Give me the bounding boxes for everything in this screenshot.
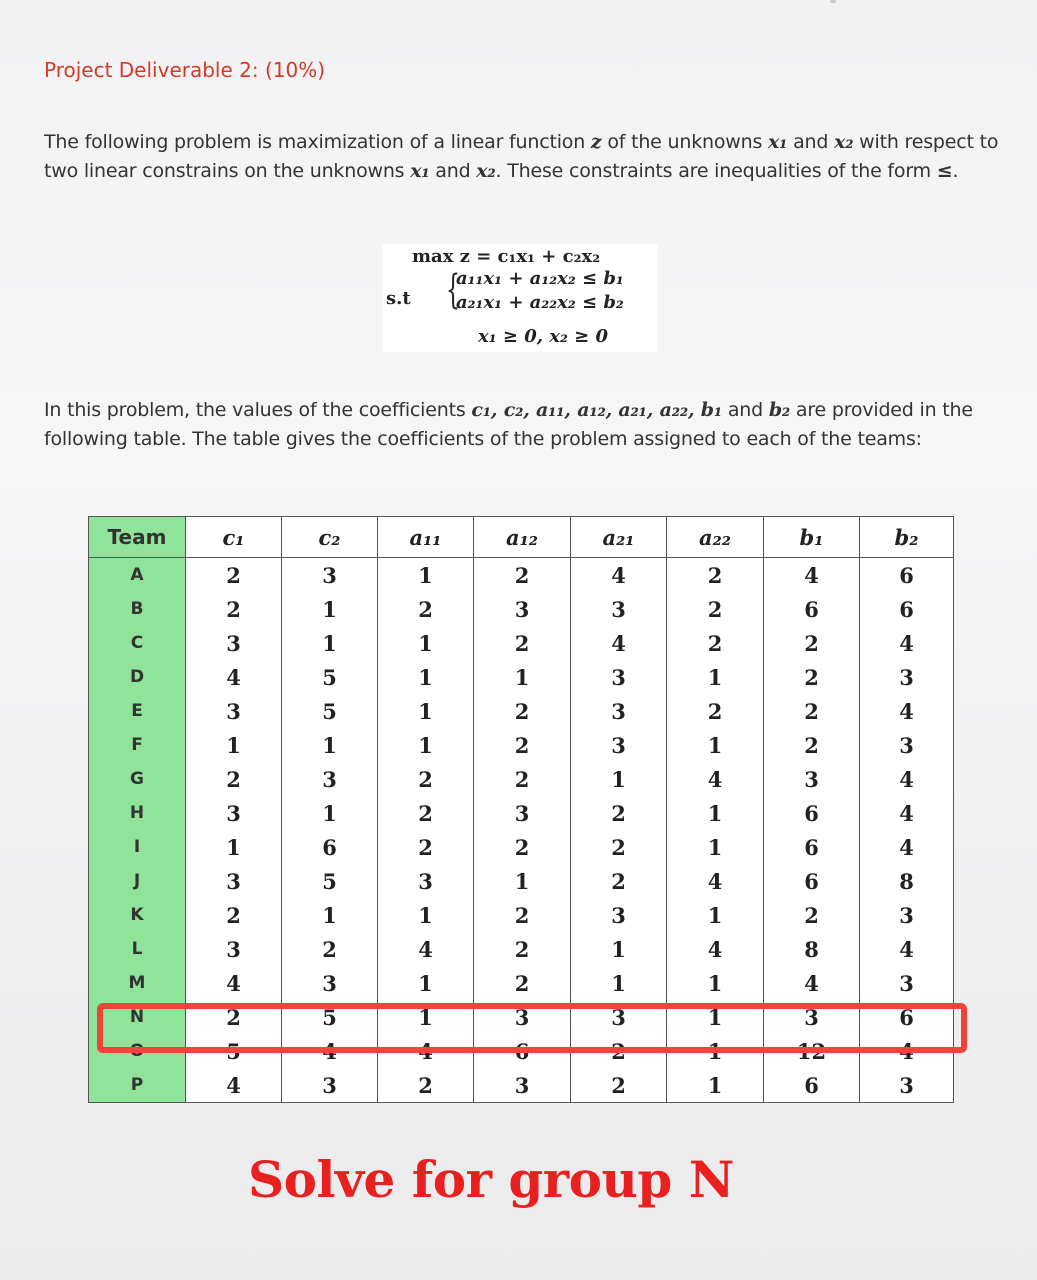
coefficient-cell: 3 [571,1000,667,1034]
coefficient-cell: 1 [571,966,667,1000]
nonnegativity-constraint: x₁ ≥ 0, x₂ ≥ 0 [478,326,609,347]
coefficient-cell: 2 [764,898,860,932]
header-a22: a₂₂ [667,517,764,558]
coef-text: In this problem, the values of the coefficients [44,399,472,421]
coefficient-cell: 2 [378,1068,474,1103]
coefficient-cell: 3 [764,762,860,796]
coefficient-cell: 4 [860,796,954,830]
coefficient-cell: 4 [378,932,474,966]
coefficient-cell: 5 [282,1000,378,1034]
coefficient-cell: 2 [764,626,860,660]
coefficients-paragraph [44,396,1004,454]
table-row [89,898,954,932]
coefficient-cell: 1 [282,592,378,626]
coefficient-cell: 2 [474,830,571,864]
coefficient-cell: 1 [282,898,378,932]
coefficient-cell: 8 [764,932,860,966]
coefficient-cell: 4 [860,626,954,660]
coefficient-cell: 2 [282,932,378,966]
team-cell: D [89,660,186,694]
table-row [89,762,954,796]
constraint-1: a₁₁x₁ + a₁₂x₂ ≤ b₁ [456,268,624,289]
coefficient-cell: 2 [571,864,667,898]
intro-text: of the unknowns [601,131,768,153]
coefficient-cell: 6 [764,864,860,898]
coefficient-cell: 1 [378,966,474,1000]
coefficient-cell: 5 [282,694,378,728]
header-b1: b₁ [764,517,860,558]
coefficient-cell: 3 [474,1068,571,1103]
coefficient-cell: 6 [282,830,378,864]
coefficient-cell: 1 [378,694,474,728]
team-cell: O [89,1034,186,1068]
coefficient-cell: 4 [860,762,954,796]
var-x2: x₂ [834,131,854,153]
coefficient-cell: 3 [282,966,378,1000]
coefficient-cell: 4 [571,558,667,593]
header-c1: c₁ [186,517,282,558]
team-cell: J [89,864,186,898]
coefficient-cell: 2 [474,558,571,593]
coefficient-cell: 6 [860,558,954,593]
coefficient-cell: 1 [378,660,474,694]
team-cell: I [89,830,186,864]
table-row [89,592,954,626]
coefficient-cell: 1 [378,558,474,593]
coefficient-cell: 1 [667,1000,764,1034]
coefficient-cell: 3 [282,1068,378,1103]
coefficient-cell: 2 [667,626,764,660]
coef-text: and [721,399,769,421]
coefficient-cell: 2 [378,830,474,864]
intro-text: with respect to two linear constrains on the unknowns [44,131,999,182]
team-cell: C [89,626,186,660]
coefficient-cell: 4 [667,864,764,898]
coefficient-cell: 6 [764,1068,860,1103]
coefficient-cell: 1 [378,626,474,660]
table-row [89,796,954,830]
coefficient-cell: 2 [474,966,571,1000]
table-row [89,626,954,660]
coefficient-cell: 6 [764,592,860,626]
coef-text: are provided in the following table. The table gives the coefficients of the problem assigned to each of the teams: [44,399,973,450]
team-cell: M [89,966,186,1000]
intro-paragraph [44,128,1004,186]
team-cell: F [89,728,186,762]
coefficient-cell: 2 [764,728,860,762]
var-x2: x₂ [476,160,496,182]
coefficient-cell: 3 [860,1068,954,1103]
table-row [89,932,954,966]
coefficient-cell: 6 [764,830,860,864]
coefficient-cell: 1 [378,728,474,762]
coefficient-cell: 3 [186,694,282,728]
coefficient-cell: 6 [764,796,860,830]
header-b2: b₂ [860,517,954,558]
coefficient-cell: 12 [764,1034,860,1068]
header-team: Team [89,517,186,558]
objective-function: max z = c₁x₁ + c₂x₂ [412,246,601,267]
coefficient-cell: 3 [860,660,954,694]
coefficient-cell: 2 [667,558,764,593]
coefficient-cell: 3 [186,626,282,660]
coefficient-cell: 4 [186,1068,282,1103]
coefficient-cell: 1 [667,1068,764,1103]
coefficient-cell: 1 [667,830,764,864]
team-cell: E [89,694,186,728]
solve-instruction: Solve for group N [248,1150,734,1209]
coefficient-cell: 2 [186,898,282,932]
coefficient-cell: 2 [378,796,474,830]
leq-symbol: ≤ [936,160,953,182]
coefficient-cell: 3 [186,864,282,898]
deliverable-heading: Project Deliverable 2: (10%) [44,58,326,82]
header-a12: a₁₂ [474,517,571,558]
coefficient-cell: 3 [282,762,378,796]
table-row [89,728,954,762]
coefficient-cell: 5 [282,660,378,694]
coefficient-cell: 4 [667,762,764,796]
coefficient-cell: 1 [378,898,474,932]
table-row [89,694,954,728]
coefficient-cell: 1 [667,660,764,694]
team-cell: P [89,1068,186,1103]
coefficient-cell: 1 [667,966,764,1000]
coefficient-cell: 2 [667,694,764,728]
coefficient-cell: 2 [474,932,571,966]
lp-formula [382,244,658,352]
coefficient-cell: 1 [474,864,571,898]
intro-text: . These constraints are inequalities of the form [495,160,937,182]
brace-symbol: { [446,267,460,313]
team-cell: A [89,558,186,593]
coefficient-cell: 2 [474,762,571,796]
coefficient-cell: 3 [571,728,667,762]
coefficient-cell: 1 [667,898,764,932]
var-z: z [590,131,602,153]
coefficient-cell: 3 [860,966,954,1000]
coefficient-cell: 1 [186,728,282,762]
coefficient-cell: 2 [474,694,571,728]
team-cell: B [89,592,186,626]
coefficient-cell: 1 [571,762,667,796]
coefficient-cell: 3 [474,592,571,626]
coefficient-cell: 2 [764,660,860,694]
subject-to-label: s.t [386,288,411,309]
intro-text: . [952,160,959,182]
coefficient-cell: 4 [860,1034,954,1068]
coefficient-cell: 3 [764,1000,860,1034]
coefficient-cell: 6 [860,592,954,626]
coefficient-cell: 3 [474,796,571,830]
coefficient-cell: 3 [571,898,667,932]
team-cell: L [89,932,186,966]
team-cell: N [89,1000,186,1034]
coefficient-cell: 1 [282,796,378,830]
table-header-row [89,517,954,558]
coefficient-cell: 4 [667,932,764,966]
constraint-2: a₂₁x₁ + a₂₂x₂ ≤ b₂ [456,292,624,313]
team-n-highlight-box [97,1003,967,1053]
coefficient-cell: 5 [186,1034,282,1068]
coefficient-cell: 1 [667,796,764,830]
coefficient-cell: 3 [571,660,667,694]
coefficient-cell: 4 [860,694,954,728]
coefficient-cell: 3 [474,1000,571,1034]
table-row [89,864,954,898]
team-cell: K [89,898,186,932]
header-a11: a₁₁ [378,517,474,558]
var-x1: x₁ [410,160,430,182]
table-row [89,830,954,864]
intro-text: and [787,131,835,153]
table-row [89,660,954,694]
coefficient-cell: 3 [860,898,954,932]
coefficient-cell: 2 [474,898,571,932]
coef-list: c₁, c₂, a₁₁, a₁₂, a₂₁, a₂₂, b₁ [471,399,722,421]
coefficient-cell: 8 [860,864,954,898]
coefficient-cell: 2 [571,830,667,864]
coefficient-cell: 1 [667,728,764,762]
coefficient-cell: 2 [186,762,282,796]
coefficient-cell: 3 [571,694,667,728]
coefficient-cell: 2 [474,728,571,762]
coefficient-cell: 3 [860,728,954,762]
coefficient-cell: 1 [474,660,571,694]
coefficient-cell: 1 [667,1034,764,1068]
team-cell: H [89,796,186,830]
coefficient-cell: 2 [571,1034,667,1068]
coefficient-cell: 1 [282,626,378,660]
intro-text: The following problem is maximization of a linear function [44,131,591,153]
coefficient-cell: 4 [764,966,860,1000]
coefficient-cell: 4 [764,558,860,593]
coefficient-cell: 2 [571,1068,667,1103]
coefficient-cell: 4 [860,830,954,864]
coefficient-cell: 3 [282,558,378,593]
coefficient-cell: 3 [186,932,282,966]
team-cell: G [89,762,186,796]
coefficient-cell: 2 [186,1000,282,1034]
coefficient-cell: 3 [186,796,282,830]
top-dot [830,0,836,3]
coefficient-cell: 4 [186,660,282,694]
coefficient-cell: 1 [378,1000,474,1034]
header-c2: c₂ [282,517,378,558]
intro-text: and [429,160,477,182]
coefficient-cell: 2 [667,592,764,626]
table-row [89,1068,954,1103]
coefficient-cell: 4 [186,966,282,1000]
table-row [89,558,954,593]
coefficient-cell: 3 [571,592,667,626]
var-x1: x₁ [768,131,788,153]
coefficient-cell: 5 [282,864,378,898]
coefficient-cell: 4 [571,626,667,660]
header-a21: a₂₁ [571,517,667,558]
coefficient-cell: 2 [474,626,571,660]
coefficient-cell: 2 [378,592,474,626]
table-row [89,966,954,1000]
coefficient-cell: 1 [282,728,378,762]
coefficient-cell: 2 [764,694,860,728]
coefficient-cell: 1 [186,830,282,864]
coefficient-cell: 2 [571,796,667,830]
coefficient-cell: 4 [860,932,954,966]
coefficient-cell: 6 [474,1034,571,1068]
coefficient-cell: 2 [186,558,282,593]
coefficient-cell: 6 [860,1000,954,1034]
coefficient-cell: 2 [378,762,474,796]
coefficient-cell: 1 [571,932,667,966]
coefficient-cell: 4 [282,1034,378,1068]
coefficient-cell: 2 [186,592,282,626]
coefficient-cell: 4 [378,1034,474,1068]
coefficient-cell: 3 [378,864,474,898]
var-b2: b₂ [768,399,791,421]
